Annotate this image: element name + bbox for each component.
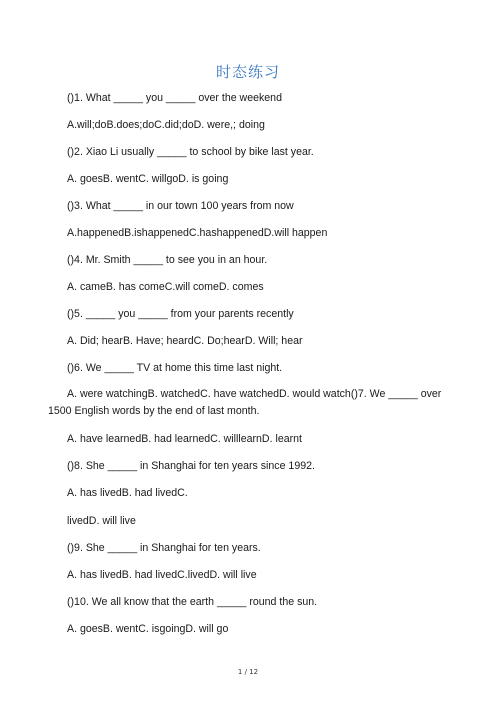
options-5: A. Did; hearB. Have; heardC. Do;hearD. Will; hear: [67, 335, 303, 347]
options-3: A.happenedB.ishappenedC.hashappenedD.will happen: [67, 227, 328, 239]
question-2: ()2. Xiao Li usually _____ to school by bike last year.: [67, 146, 314, 158]
options-8-part-1: A. has livedB. had livedC.: [67, 487, 188, 499]
page-number: 1 / 12: [237, 668, 259, 676]
options-10: A. goesB. wentC. isgoingD. will go: [67, 623, 229, 635]
question-1: ()1. What _____ you _____ over the weekend: [67, 92, 282, 104]
options-9: A. has livedB. had livedC.livedD. will live: [67, 569, 257, 581]
question-8: ()8. She _____ in Shanghai for ten years since 1992.: [67, 460, 315, 472]
question-9: ()9. She _____ in Shanghai for ten years.: [67, 542, 261, 554]
question-10: ()10. We all know that the earth _____ round the sun.: [67, 596, 318, 608]
options-6-question-7: A. were watchingB. watchedC. have watchedD. would watch()7. We _____ over 1500 English words by the end of last month.: [48, 388, 442, 417]
options-4: A. cameB. has comeC.will comeD. comes: [67, 281, 264, 293]
question-6: ()6. We _____ TV at home this time last night.: [67, 362, 283, 374]
options-1: A.will;doB.does;doC.did;doD. were,; doing: [67, 119, 265, 131]
question-3: ()3. What _____ in our town 100 years from now: [67, 200, 294, 212]
page-title: 时态练习: [215, 63, 280, 81]
question-4: ()4. Mr. Smith _____ to see you in an hour.: [67, 254, 268, 266]
question-5: ()5. _____ you _____ from your parents recently: [67, 308, 294, 320]
options-2: A. goesB. wentC. willgoD. is going: [67, 173, 229, 185]
options-7: A. have learnedB. had learnedC. willlearnD. learnt: [67, 433, 302, 445]
options-8-part-2: livedD. will live: [67, 515, 136, 527]
